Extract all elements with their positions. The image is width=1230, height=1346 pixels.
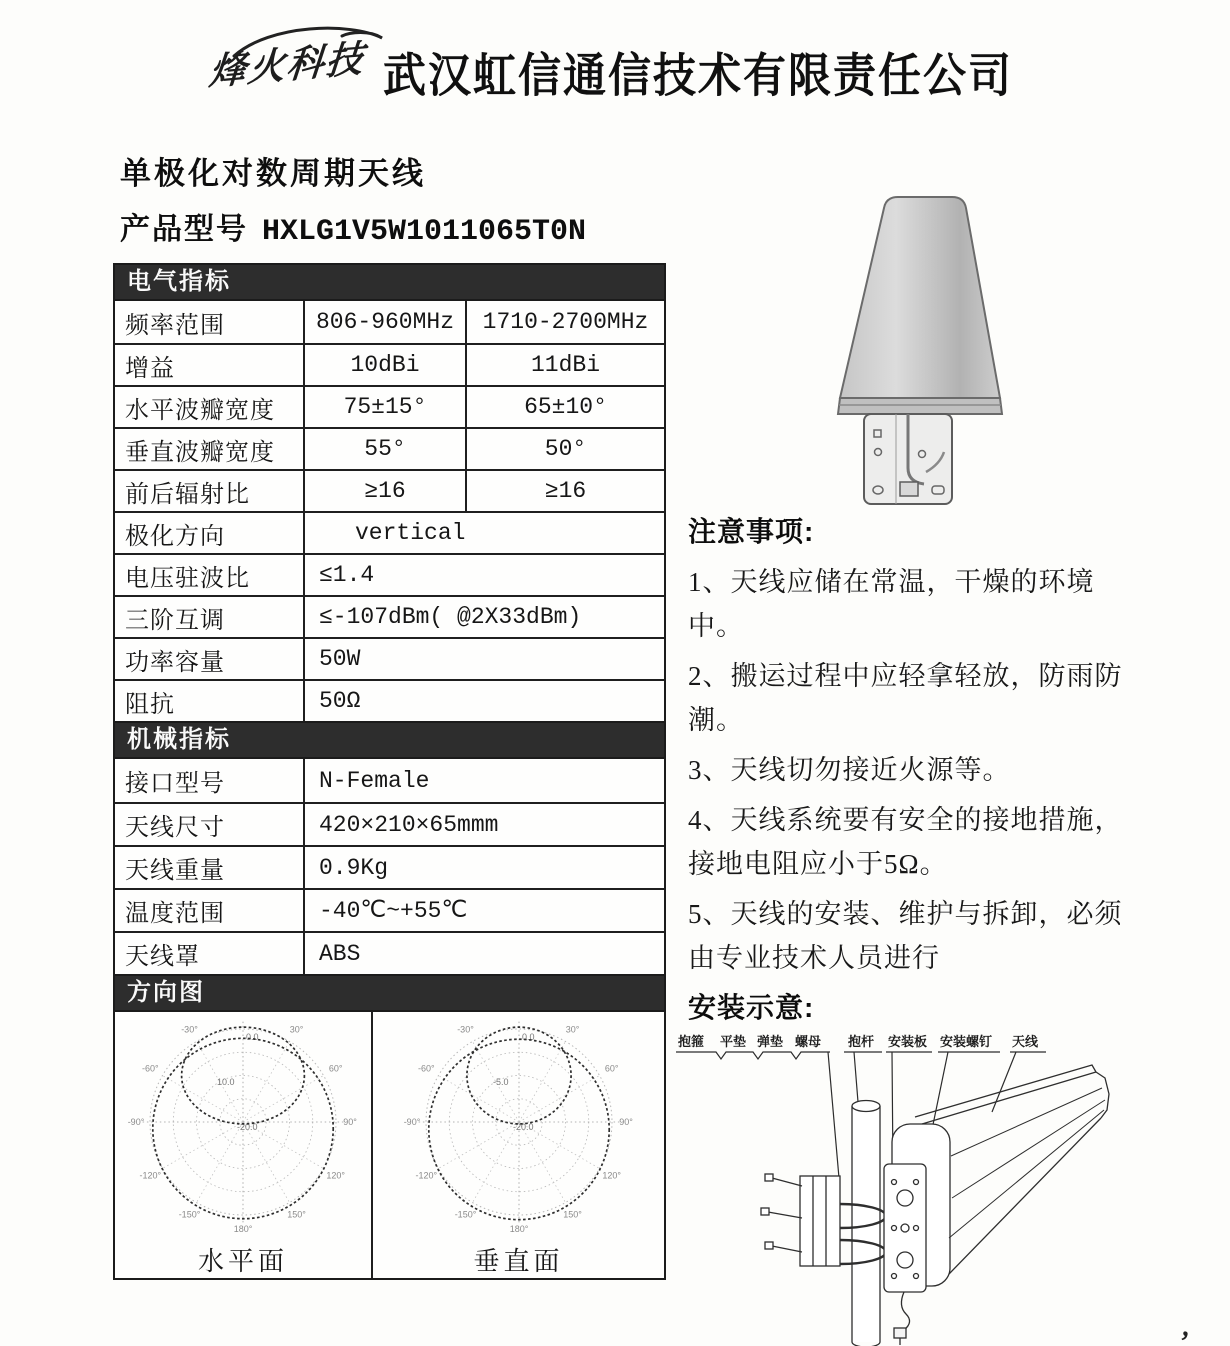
table-row [115, 637, 664, 679]
svg-text:30°: 30° [289, 1024, 304, 1035]
svg-text:-150°: -150° [178, 1209, 201, 1220]
note-item-4: 4、天线系统要有安全的接地措施，接地电阻应小于5Ω。 [688, 805, 1123, 879]
spec-value-low-band: 806-960MHz [305, 301, 467, 343]
table-row [115, 802, 664, 845]
diagram-label-clamp: 抱箍 [678, 1034, 705, 1049]
radome-body [840, 197, 1000, 398]
pattern-caption-horizontal: 水平面 [198, 1247, 289, 1276]
spec-value-low-band: 10dBi [305, 345, 467, 385]
notes-title: 注意事项: [688, 516, 815, 547]
spec-label: 极化方向 [115, 513, 305, 553]
installation-diagram [668, 1028, 1226, 1346]
spec-label: 三阶互调 [115, 597, 305, 637]
svg-text:0.0: 0.0 [246, 1032, 259, 1042]
spec-value-high-band: 65±10° [524, 394, 607, 420]
svg-text:150°: 150° [562, 1209, 582, 1220]
diagram-label-pole: 抱杆 [848, 1034, 875, 1049]
table-row [115, 595, 664, 637]
spec-value: ABS [319, 940, 361, 967]
svg-text:150°: 150° [287, 1209, 306, 1220]
spec-value-low-band: ≥16 [305, 471, 467, 511]
spec-label: 天线罩 [115, 933, 305, 974]
svg-text:-30°: -30° [456, 1024, 474, 1035]
svg-text:-90°: -90° [127, 1117, 145, 1127]
spec-label: 功率容量 [115, 639, 305, 679]
mount-plate-line-art [884, 1164, 926, 1292]
product-title: 单极化对数周期天线 [120, 156, 426, 191]
svg-text:90°: 90° [343, 1117, 357, 1127]
spec-label: 前后辐射比 [115, 471, 305, 511]
model-label: 产品型号 [120, 213, 248, 246]
spec-table [113, 263, 666, 1280]
spec-value: 420×210×65mmm [319, 811, 499, 838]
svg-text:-20.0: -20.0 [512, 1122, 534, 1132]
note-item-2: 2、搬运过程中应轻拿轻放，防雨防潮。 [688, 661, 1123, 735]
spec-value: ≤-107dBm( @2X33dBm) [319, 604, 582, 630]
table-row [115, 427, 664, 469]
table-row [115, 931, 664, 974]
table-row [115, 553, 664, 595]
table-row [115, 469, 664, 511]
install-title: 安装示意: [688, 992, 815, 1023]
table-row [115, 343, 664, 385]
spec-label: 接口型号 [115, 759, 305, 802]
section-header-electrical: 电气指标 [115, 265, 664, 301]
spec-value: vertical [355, 520, 466, 546]
svg-text:90°: 90° [618, 1117, 633, 1127]
svg-text:-60°: -60° [417, 1063, 435, 1074]
svg-text:180°: 180° [233, 1224, 253, 1234]
logo-swoosh-stroke [230, 22, 390, 62]
section-header-mechanical: 机械指标 [115, 721, 664, 759]
table-row [115, 511, 664, 553]
model-number: HXLG1V5W1011065T0N [262, 215, 587, 249]
diagram-label-mount-plate: 安装板 [888, 1034, 928, 1049]
spec-label: 水平波瓣宽度 [115, 387, 305, 427]
diagram-label-spring-washer: 弹垫 [757, 1034, 784, 1049]
note-item-1: 1、天线应储在常温，干燥的环境中。 [688, 567, 1095, 641]
horizontal-plane-polar-chart [118, 1012, 368, 1243]
diagram-label-nut: 螺母 [795, 1034, 822, 1049]
company-name: 武汉虹信通信技术有限责任公司 [383, 50, 1013, 103]
spec-value-low-band: 75±15° [305, 387, 467, 427]
pattern-caption-vertical: 垂直面 [473, 1247, 564, 1276]
spec-label: 增益 [115, 345, 305, 385]
notes-block [688, 510, 1124, 1036]
spec-label: 电压驻波比 [115, 555, 305, 595]
svg-text:120°: 120° [326, 1170, 346, 1181]
diagram-label-mount-screw: 安装螺钉 [940, 1034, 993, 1049]
spec-label: 频率范围 [115, 301, 305, 343]
svg-text:-30°: -30° [181, 1024, 198, 1035]
scan-corner-mark: ， [1179, 1311, 1212, 1346]
spec-value: N-Female [319, 767, 430, 794]
table-row [115, 679, 664, 721]
svg-text:-120°: -120° [139, 1170, 162, 1181]
pattern-cell-horizontal [115, 1012, 371, 1278]
cable-line-art [894, 1292, 910, 1345]
spec-value: 0.9Kg [319, 854, 389, 881]
spec-value-high-band: 11dBi [530, 352, 600, 378]
table-row [115, 385, 664, 427]
spec-label: 垂直波瓣宽度 [115, 429, 305, 469]
radome-rim [838, 398, 1002, 414]
svg-text:-20.0: -20.0 [237, 1122, 258, 1132]
spec-value: 50W [319, 646, 361, 672]
table-row [115, 888, 664, 931]
table-row [115, 301, 664, 343]
svg-text:0.0: 0.0 [521, 1032, 535, 1042]
svg-text:30°: 30° [565, 1024, 579, 1035]
svg-text:-150°: -150° [454, 1209, 476, 1220]
diagram-label-antenna: 天线 [1012, 1034, 1039, 1049]
spec-value-low-band: 55° [305, 429, 467, 469]
product-model-line [120, 204, 586, 249]
svg-text:180°: 180° [509, 1224, 528, 1234]
diagram-label-flat-washer: 平垫 [720, 1034, 747, 1049]
spec-label: 天线重量 [115, 847, 305, 888]
pattern-section [115, 1012, 664, 1278]
svg-text:60°: 60° [604, 1063, 619, 1074]
section-header-pattern: 方向图 [115, 974, 664, 1012]
svg-text:-90°: -90° [403, 1117, 420, 1127]
svg-text:-120°: -120° [415, 1170, 437, 1181]
spec-value-high-band: 1710-2700MHz [482, 309, 649, 335]
logo-text: 烽火科技 [207, 35, 367, 94]
vertical-plane-polar-chart [379, 1012, 659, 1243]
spec-label: 天线尺寸 [115, 804, 305, 845]
antenna-product-image [830, 190, 1035, 520]
note-item-5: 5、天线的安装、维护与拆卸，必须由专业技术人员进行 [688, 899, 1123, 973]
spec-value-high-band: ≥16 [544, 478, 587, 504]
svg-text:120°: 120° [601, 1170, 621, 1181]
spec-label: 阻抗 [115, 681, 305, 721]
pattern-cell-vertical [371, 1012, 664, 1278]
spec-label: 温度范围 [115, 890, 305, 931]
spec-value: 50Ω [319, 688, 361, 714]
mechanical-rows [115, 759, 664, 974]
note-item-3: 3、天线切勿接近火源等。 [688, 755, 1011, 785]
svg-text:10.0: 10.0 [217, 1076, 235, 1087]
spec-value-high-band: 50° [544, 436, 587, 462]
spec-value: -40℃~+55℃ [319, 898, 468, 924]
svg-text:-60°: -60° [142, 1063, 159, 1074]
svg-text:60°: 60° [328, 1063, 343, 1074]
table-row [115, 845, 664, 888]
svg-text:-5.0: -5.0 [492, 1076, 509, 1087]
spec-value: ≤1.4 [319, 562, 375, 588]
table-row [115, 759, 664, 802]
